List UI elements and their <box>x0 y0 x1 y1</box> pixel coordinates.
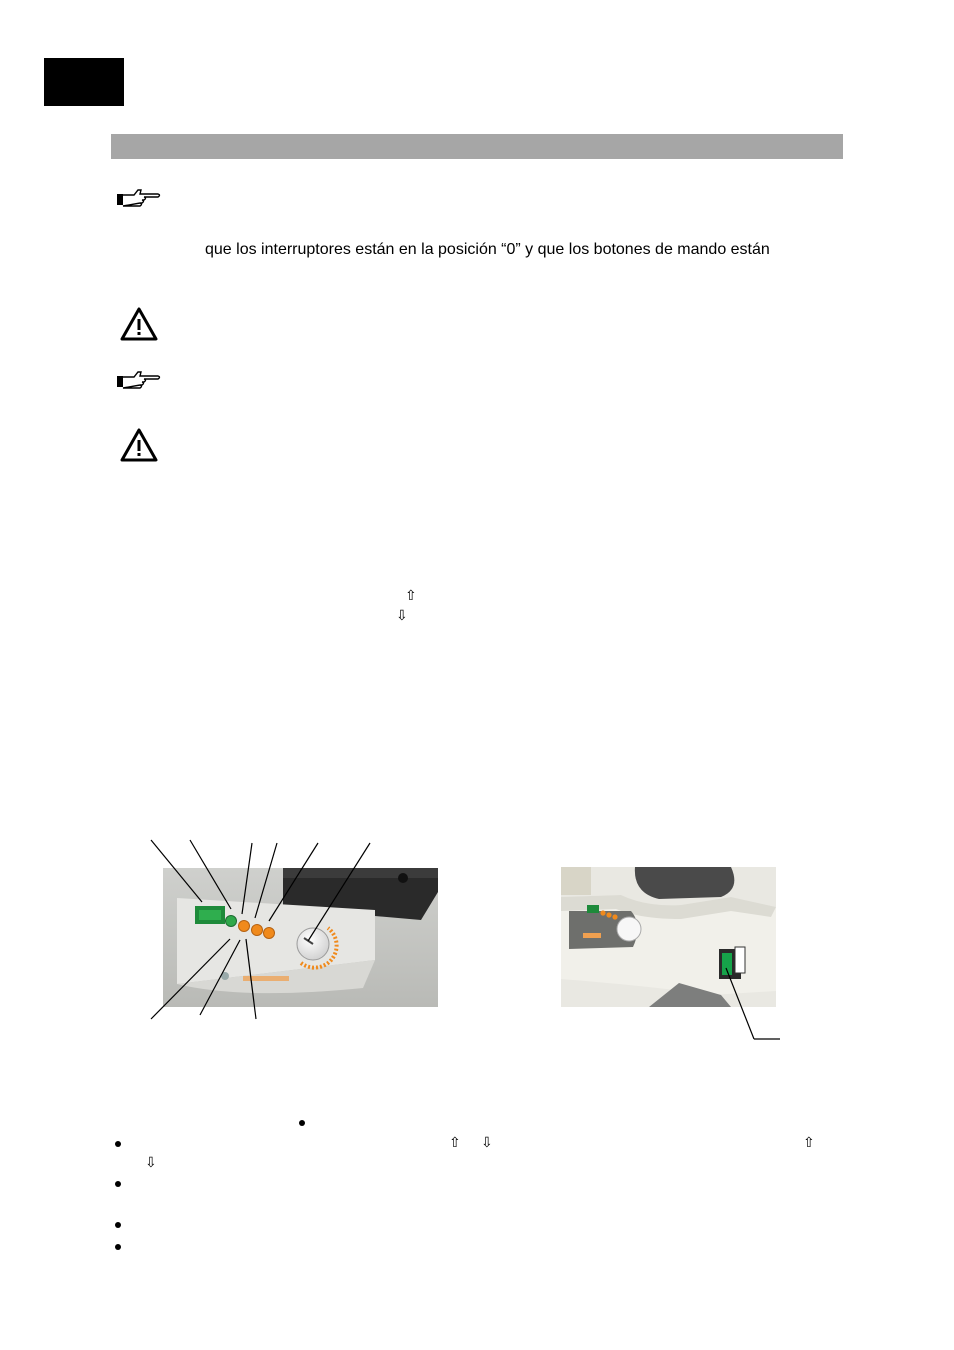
warning-triangle-icon <box>119 427 159 463</box>
callout-lines <box>720 960 790 1050</box>
list-bullet <box>115 1181 121 1187</box>
pointing-hand-icon <box>116 186 162 208</box>
pointing-hand-icon <box>116 368 162 390</box>
list-bullet <box>115 1141 121 1147</box>
list-bullet <box>299 1120 305 1126</box>
warning-triangle-icon <box>119 306 159 342</box>
down-arrow-icon: ⇩ <box>481 1135 493 1151</box>
up-arrow-icon: ⇧ <box>803 1135 815 1151</box>
up-arrow-icon: ⇧ <box>449 1135 461 1151</box>
down-arrow-icon: ⇩ <box>396 608 408 624</box>
list-bullet <box>115 1222 121 1228</box>
list-bullet <box>115 1244 121 1250</box>
up-arrow-icon: ⇧ <box>405 588 417 604</box>
down-arrow-icon: ⇩ <box>145 1155 157 1171</box>
callout-lines <box>140 835 380 1025</box>
body-text-line: que los interruptores están en la posición “0” y que los botones de mando están <box>205 241 770 258</box>
language-tab <box>44 58 124 106</box>
section-header-bar <box>111 134 843 159</box>
